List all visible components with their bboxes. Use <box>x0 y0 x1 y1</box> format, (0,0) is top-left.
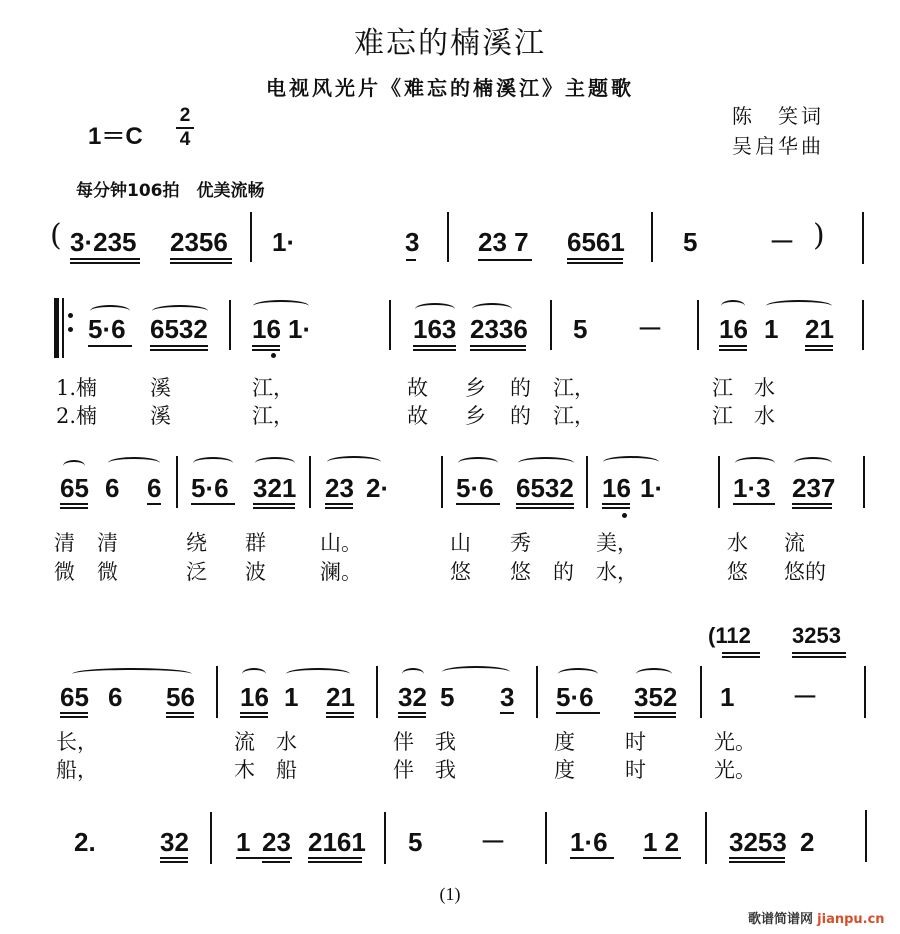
underline <box>60 507 88 509</box>
note-group: 56 <box>166 682 195 712</box>
key-signature: 1＝C <box>88 123 143 150</box>
underline <box>326 712 354 714</box>
note-group: 2161 <box>308 827 366 857</box>
underline <box>634 716 676 718</box>
lyric: 波 <box>245 560 266 584</box>
underline <box>567 262 623 264</box>
note-group: 2356 <box>170 227 228 257</box>
lyric: 伴 <box>393 730 414 754</box>
underline <box>719 349 747 351</box>
note-group: 3253 <box>729 827 787 857</box>
barline <box>229 300 231 350</box>
underline <box>147 503 161 505</box>
lyric: 悠 <box>450 560 471 584</box>
note-group: 5·6 <box>88 314 126 344</box>
note-group: 21 <box>326 682 355 712</box>
lyric: 木 <box>234 758 255 782</box>
underline <box>191 503 235 505</box>
interlude-notes: (112 <box>708 623 751 648</box>
note-group: 3 <box>500 682 515 712</box>
barline <box>550 300 552 350</box>
underline <box>719 345 747 347</box>
note-group: 5 <box>408 827 423 857</box>
underline <box>470 349 526 351</box>
note-group: 5·6 <box>556 682 594 712</box>
underline <box>170 258 232 260</box>
lyric: 溪 <box>150 404 171 428</box>
barline <box>700 666 702 718</box>
slur <box>442 666 510 678</box>
underline <box>792 656 846 658</box>
note-group: 352 <box>634 682 678 712</box>
note-group: 1· <box>272 227 296 257</box>
repeat-dot <box>68 327 73 332</box>
underline <box>602 507 630 509</box>
lyric: 我 <box>435 730 456 754</box>
underline <box>500 712 514 714</box>
note-group: 5 <box>683 227 698 257</box>
lyric: 清 <box>54 531 75 555</box>
underline <box>325 507 353 509</box>
slur <box>794 457 832 469</box>
barline <box>705 812 707 864</box>
barline <box>718 456 720 508</box>
lyric: 船， <box>56 758 98 782</box>
barline <box>864 666 866 718</box>
lyric: 我 <box>435 758 456 782</box>
lyric: 伴 <box>393 758 414 782</box>
lyric: 时 <box>625 730 646 754</box>
lyric: 光。 <box>714 758 756 782</box>
underline <box>643 857 681 859</box>
lyric: 乡 <box>465 404 486 428</box>
lyric: 江 <box>712 404 733 428</box>
note-group: 1 2 <box>643 827 680 857</box>
underline <box>722 656 760 658</box>
note-group: 16 <box>719 314 748 344</box>
barline <box>62 298 64 358</box>
underline <box>398 716 426 718</box>
underline <box>60 712 88 714</box>
lyric: 光。 <box>714 730 756 754</box>
underline <box>456 503 500 505</box>
slur <box>458 457 498 469</box>
lyric: 故 <box>407 404 428 428</box>
note-group: 32 <box>160 827 189 857</box>
note-group: 1 <box>284 682 299 712</box>
slur <box>242 668 266 680</box>
watermark-url: jianpu.cn <box>817 912 885 927</box>
lyric: 清 <box>97 531 118 555</box>
note-group: 65 <box>60 682 89 712</box>
underline <box>406 259 416 261</box>
barline <box>376 666 378 718</box>
underline <box>150 345 208 347</box>
underline <box>240 712 268 714</box>
barline <box>309 456 311 508</box>
lyric: 长， <box>56 730 98 754</box>
underline <box>729 857 785 859</box>
barline <box>384 812 386 864</box>
note-group: － <box>480 827 507 857</box>
watermark <box>748 908 885 927</box>
composer-credit: 吴启华曲 <box>732 134 824 158</box>
underline <box>60 503 88 505</box>
slur <box>558 668 598 680</box>
lyric: 悠 <box>510 560 531 584</box>
underline <box>240 716 268 718</box>
lyric: 微 <box>97 560 118 584</box>
lyric: 澜。 <box>320 560 362 584</box>
underline <box>308 861 362 863</box>
underline <box>413 349 456 351</box>
lyric: 悠的 <box>784 560 826 584</box>
underline <box>253 507 295 509</box>
note-group: 2. <box>74 827 96 857</box>
slur <box>63 460 85 472</box>
underline <box>308 857 362 859</box>
lyric: 江， <box>553 376 595 400</box>
barline <box>210 812 212 864</box>
underline <box>88 345 132 347</box>
barline <box>651 212 653 262</box>
note-group: － <box>769 227 796 257</box>
underline <box>805 349 833 351</box>
note-group: 1·6 <box>570 827 608 857</box>
underline <box>413 345 456 347</box>
lyric: 水， <box>596 560 638 584</box>
note-group: 3 <box>405 227 420 257</box>
underline <box>160 861 188 863</box>
note-group: 321 <box>253 473 297 503</box>
underline <box>478 259 532 261</box>
barline <box>862 300 864 350</box>
low-octave-dot <box>622 513 627 518</box>
note-group: 163 <box>413 314 457 344</box>
note-group: 2336 <box>470 314 528 344</box>
lyric: 度 <box>554 730 575 754</box>
watermark-cn: 歌谱简谱网 <box>748 912 814 927</box>
note-group: 5·6 <box>191 473 229 503</box>
underline <box>792 507 832 509</box>
underline <box>634 712 676 714</box>
lyric: 江， <box>553 404 595 428</box>
song-title: 难忘的楠溪江 <box>354 26 546 61</box>
note-group: 65 <box>60 473 89 503</box>
lyric: 的 <box>553 560 574 584</box>
underline <box>398 712 426 714</box>
note-group: 23 7 <box>478 227 529 257</box>
repeat-start-barline <box>54 298 59 358</box>
underline <box>805 345 833 347</box>
note-group: 1· <box>640 473 664 503</box>
lyric: 流 <box>234 730 255 754</box>
underline <box>70 258 140 260</box>
note-group: 6 <box>108 682 123 712</box>
lyric: 的 <box>510 404 531 428</box>
underline <box>150 349 208 351</box>
barline <box>586 456 588 508</box>
note-group: － <box>792 682 819 712</box>
slur <box>108 457 160 469</box>
low-octave-dot <box>271 353 276 358</box>
lyric: 故 <box>407 376 428 400</box>
note-group: 5·6 <box>456 473 494 503</box>
lyric: 江 <box>712 376 733 400</box>
barline <box>447 212 449 262</box>
lyric: 山。 <box>320 531 362 555</box>
underline <box>253 503 295 505</box>
lyric: 水 <box>754 404 775 428</box>
close-paren: ) <box>813 218 825 253</box>
note-group: － <box>637 314 664 344</box>
lyric: 1.楠 <box>56 376 98 400</box>
lyric: 的 <box>510 376 531 400</box>
underline <box>166 712 194 714</box>
barline <box>441 456 443 508</box>
note-group: 16 <box>252 314 281 344</box>
lyric: 泛 <box>186 560 207 584</box>
note-group: 1 <box>764 314 779 344</box>
lyric: 江， <box>252 376 294 400</box>
note-group: 6 <box>147 473 162 503</box>
repeat-dot <box>68 313 73 318</box>
time-signature <box>176 106 194 150</box>
underline <box>160 857 188 859</box>
lyric: 度 <box>554 758 575 782</box>
lyric: 秀 <box>510 531 531 555</box>
slur <box>518 457 574 469</box>
note-group: 16 <box>240 682 269 712</box>
slur <box>603 456 659 468</box>
slur <box>255 457 295 469</box>
barline <box>865 810 867 862</box>
barline <box>536 666 538 718</box>
note-group: 237 <box>792 473 836 503</box>
page-number: (1) <box>439 884 461 904</box>
note-group: 1·3 <box>733 473 771 503</box>
lyric: 乡 <box>465 376 486 400</box>
lyric: 江， <box>252 404 294 428</box>
underline <box>166 716 194 718</box>
note-group: 3·235 <box>70 227 137 257</box>
underline <box>567 258 623 260</box>
underline <box>470 345 526 347</box>
lyric: 微 <box>54 560 75 584</box>
barline <box>545 812 547 864</box>
note-group: 23 <box>262 827 291 857</box>
open-paren: ( <box>50 218 62 253</box>
underline <box>236 857 292 859</box>
lyric: 绕 <box>186 531 207 555</box>
interlude-notes: 3253 <box>792 623 841 648</box>
time-sig-bottom: 4 <box>179 129 191 150</box>
underline <box>792 503 832 505</box>
lyric: 溪 <box>150 376 171 400</box>
lyric: 2.楠 <box>56 404 98 428</box>
underline <box>252 345 280 347</box>
lyricist-credit: 陈 笑词 <box>732 104 824 128</box>
note-group: 1· <box>288 314 312 344</box>
underline <box>60 716 88 718</box>
barline <box>389 300 391 350</box>
lyric: 群 <box>245 531 266 555</box>
underline <box>170 262 232 264</box>
underline <box>733 503 775 505</box>
lyric: 水 <box>754 376 775 400</box>
underline <box>325 503 353 505</box>
lyric: 流 <box>784 531 805 555</box>
note-group: 1 <box>720 682 735 712</box>
slur <box>766 300 832 312</box>
slur <box>327 456 381 468</box>
tempo-marking: 每分钟106拍 优美流畅 <box>76 181 265 201</box>
underline <box>792 652 846 654</box>
slur <box>735 457 775 469</box>
note-group: 2 <box>800 827 815 857</box>
slur <box>721 300 745 312</box>
lyric: 悠 <box>727 560 748 584</box>
slur <box>253 300 309 312</box>
slur <box>402 668 424 680</box>
underline <box>570 857 614 859</box>
underline <box>252 349 280 351</box>
underline <box>722 652 760 654</box>
underline <box>262 861 290 863</box>
lyric: 美， <box>596 531 638 555</box>
slur <box>72 668 192 680</box>
lyric: 水 <box>727 531 748 555</box>
time-sig-top: 2 <box>179 105 191 126</box>
barline <box>697 300 699 350</box>
barline <box>176 456 178 508</box>
slur <box>193 457 233 469</box>
barline <box>250 212 252 262</box>
note-group: 16 <box>602 473 631 503</box>
underline <box>516 507 574 509</box>
underline <box>70 262 140 264</box>
note-group: 5 <box>440 682 455 712</box>
note-group: 1 <box>236 827 251 857</box>
slur <box>636 668 672 680</box>
underline <box>516 503 574 505</box>
barline <box>862 212 864 264</box>
note-group: 21 <box>805 314 834 344</box>
underline <box>556 712 600 714</box>
lyric: 山 <box>450 531 471 555</box>
note-group: 6532 <box>150 314 208 344</box>
lyric: 时 <box>625 758 646 782</box>
note-group: 23 <box>325 473 354 503</box>
underline <box>602 503 630 505</box>
note-group: 6561 <box>567 227 625 257</box>
song-subtitle: 电视风光片《难忘的楠溪江》主题歌 <box>266 76 634 100</box>
underline <box>326 716 354 718</box>
note-group: 2· <box>366 473 390 503</box>
note-group: 32 <box>398 682 427 712</box>
barline <box>216 666 218 718</box>
lyric: 水 <box>276 730 297 754</box>
lyric: 船 <box>276 758 297 782</box>
barline <box>863 456 865 508</box>
note-group: 5 <box>573 314 588 344</box>
note-group: 6532 <box>516 473 574 503</box>
note-group: 6 <box>105 473 120 503</box>
slur <box>286 668 350 680</box>
underline <box>729 861 785 863</box>
